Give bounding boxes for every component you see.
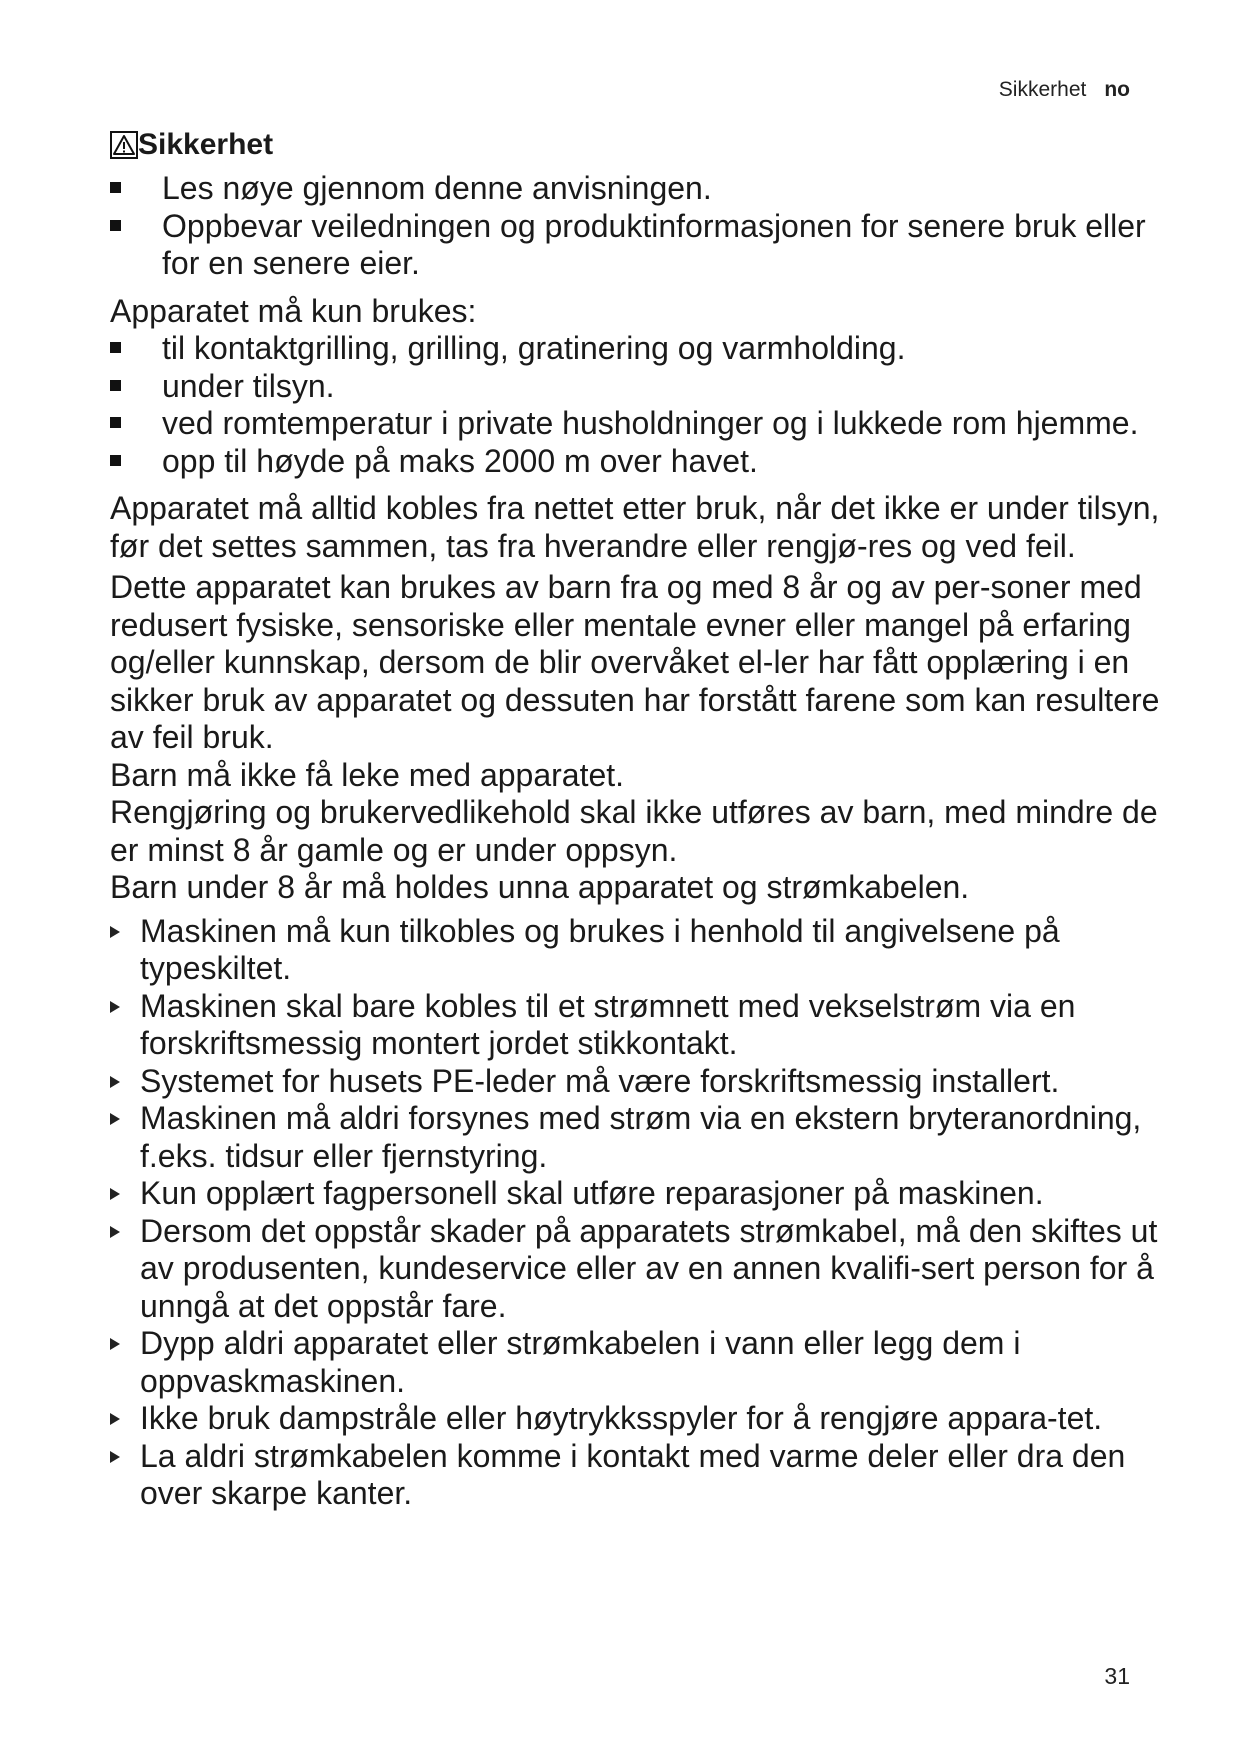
- instruction-item: [110, 1175, 1160, 1213]
- instruction-text: Systemet for husets PE-leder må være forskriftsmessig installert.: [140, 1062, 1060, 1099]
- arrow-icon: [110, 1451, 120, 1463]
- instruction-text: Maskinen må kun tilkobles og brukes i henhold til angivelsene på typeskiltet.: [140, 912, 1060, 986]
- instruction-list: [110, 913, 1160, 1513]
- list-item: ved romtemperatur i private husholdninger og i lukkede rom hjemme.: [110, 405, 1160, 443]
- instruction-text: La aldri strømkabelen komme i kontakt med varme deler eller dra den over skarpe kanter.: [140, 1437, 1126, 1511]
- arrow-icon: [110, 1076, 120, 1088]
- paragraph: Apparatet må alltid kobles fra nettet etter bruk, når det ikke er under tilsyn, før det settes sammen, tas fra hverandre eller rengjø-res og ved feil.: [110, 490, 1160, 564]
- page-content: [110, 128, 1160, 1513]
- instruction-item: [110, 1213, 1160, 1326]
- instruction-text: Ikke bruk dampstråle eller høytrykksspyler for å rengjøre appara-tet.: [140, 1400, 1103, 1436]
- instruction-text: Kun opplært fagpersonell skal utføre reparasjoner på maskinen.: [140, 1175, 1044, 1211]
- instruction-text: Dersom det oppstår skader på apparatets strømkabel, må den skiftes ut av produsenten, kundeservice eller av en annen kvalifi-sert person for å unngå at det oppstår fare.: [140, 1212, 1158, 1324]
- section-title: [110, 128, 1160, 162]
- instruction-item: [110, 1438, 1160, 1513]
- list-item: under tilsyn.: [110, 368, 1160, 406]
- page-number: 31: [1104, 1663, 1130, 1689]
- paragraph: Dette apparatet kan brukes av barn fra og med 8 år og av per-soner med redusert fysiske, sensoriske eller mentale evner eller mangel på erfaring og/eller kunnskap, dersom de blir overvåket el-ler har fått opplæring i en sikker bruk av apparatet og dessuten har forstått farene som kan resultere av feil bruk.: [110, 569, 1160, 755]
- instruction-item: [110, 1100, 1160, 1175]
- usage-list: [110, 330, 1160, 480]
- warning-icon: [110, 131, 138, 159]
- usage-heading: Apparatet må kun brukes:: [110, 292, 477, 329]
- arrow-icon: [110, 1226, 120, 1238]
- instruction-item: [110, 1063, 1160, 1101]
- instruction-item: [110, 1400, 1160, 1438]
- instruction-item: [110, 988, 1160, 1063]
- instruction-text: Maskinen må aldri forsynes med strøm via en ekstern bryteranordning, f.eks. tidsur eller fjernstyring.: [140, 1100, 1142, 1174]
- list-item: opp til høyde på maks 2000 m over havet.: [110, 443, 1160, 481]
- intro-list: [110, 170, 1160, 283]
- instruction-text: Maskinen skal bare kobles til et strømnett med vekselstrøm via en forskriftsmessig montert jordet stikkontakt.: [140, 987, 1076, 1061]
- list-item: til kontaktgrilling, grilling, gratinering og varmholding.: [110, 330, 1160, 368]
- instruction-text: Dypp aldri apparatet eller strømkabelen i vann eller legg dem i oppvaskmaskinen.: [140, 1325, 1021, 1399]
- arrow-icon: [110, 1413, 120, 1425]
- instruction-item: [110, 1325, 1160, 1400]
- arrow-icon: [110, 1001, 120, 1013]
- body-text: [110, 170, 1160, 1513]
- section-title-text: Sikkerhet: [138, 128, 274, 161]
- arrow-icon: [110, 1188, 120, 1200]
- paragraph: Barn under 8 år må holdes unna apparatet og strømkabelen.: [110, 869, 970, 905]
- instruction-item: [110, 913, 1160, 988]
- paragraph: Rengjøring og brukervedlikehold skal ikke utføres av barn, med mindre de er minst 8 år gamle og er under oppsyn.: [110, 794, 1158, 868]
- header-language: no: [1104, 78, 1130, 101]
- header-section: Sikkerhet: [998, 78, 1087, 101]
- list-item: Oppbevar veiledningen og produktinformasjonen for senere bruk eller for en senere eier.: [110, 208, 1160, 283]
- list-item: Les nøye gjennom denne anvisningen.: [110, 170, 1160, 208]
- paragraph: Barn må ikke få leke med apparatet.: [110, 756, 625, 793]
- arrow-icon: [110, 1338, 120, 1350]
- arrow-icon: [110, 926, 120, 938]
- arrow-icon: [110, 1113, 120, 1125]
- page-header: [999, 78, 1130, 102]
